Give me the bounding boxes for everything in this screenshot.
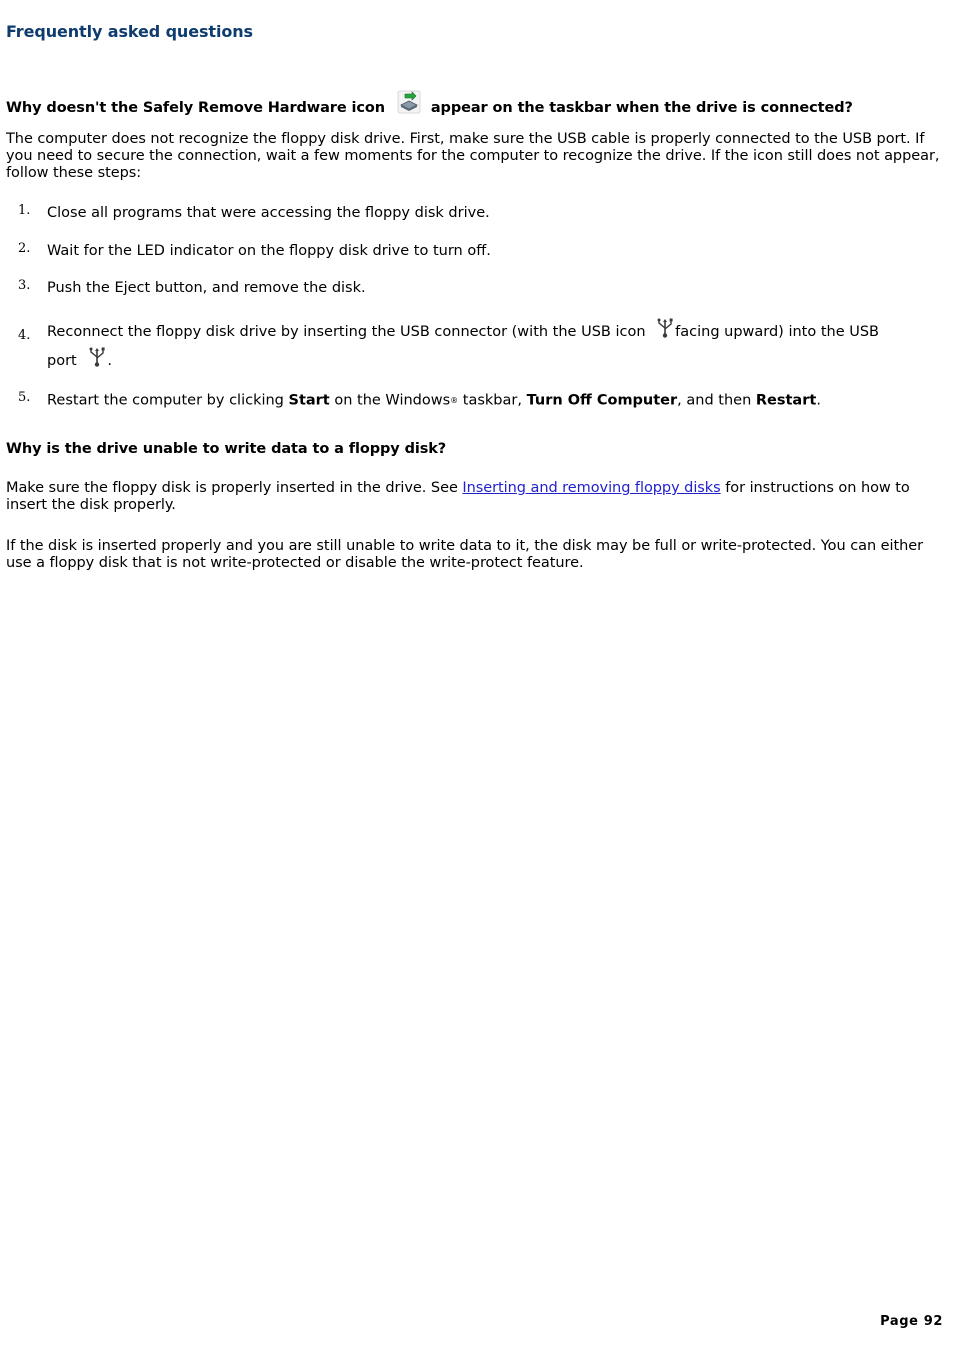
step-number: 3. [18,278,31,293]
turn-off-computer-label: Turn Off Computer [526,392,678,409]
step-text: Wait for the LED indicator on the floppy disk drive to turn off. [47,243,491,259]
answer-text-part2: for instructions on how to insert the disk properly. [6,480,910,513]
step-number: 5. [18,390,31,405]
step-text-part5: . [816,392,821,409]
step-text-part1: Restart the computer by clicking [47,392,284,409]
step-text: Close all programs that were accessing the floppy disk drive. [47,205,490,221]
usb-port-icon [87,346,107,368]
page-title: Frequently asked questions [6,22,253,41]
answer-paragraph-3: If the disk is inserted properly and you are still unable to write data to it, the disk may be full or write-protected. You can either use a floppy disk that is not write-protected or disable the write-protect feature. [6,538,924,571]
question-unable-to-write: Why is the drive unable to write data to a floppy disk? [6,441,447,457]
question-safely-remove [6,92,853,116]
step-number: 4. [18,328,31,343]
start-label: Start [288,392,330,409]
list-item [0,318,940,378]
step-text-part3: taskbar, [462,392,522,409]
inserting-removing-floppy-link[interactable]: Inserting and removing floppy disks [462,480,721,496]
step-text-part1: Reconnect the floppy disk drive by inserting the USB connector (with the USB icon [47,324,646,340]
step-text-part4: . [107,353,112,369]
step-text: Push the Eject button, and remove the disk. [47,280,366,296]
question-text-part1: Why doesn't the Safely Remove Hardware icon [6,100,385,116]
answer-text-part1: Make sure the floppy disk is properly inserted in the drive. See [6,480,458,496]
page-number: Page 92 [880,1314,943,1329]
registered-mark: ® [450,396,459,405]
step-number: 1. [18,203,31,218]
safely-remove-hardware-icon [397,90,421,114]
question-text-part2: appear on the taskbar when the drive is connected? [430,100,853,116]
answer-paragraph-2 [6,480,941,514]
restart-label: Restart [755,392,817,409]
step-text-part4: , and then [677,392,752,409]
answer-paragraph-1: The computer does not recognize the floppy disk drive. First, make sure the USB cable is properly connected to the USB port. If you need to secure the connection, wait a few moments for the computer to recognize the drive. If the icon still does not appear, follow these steps: [6,131,940,181]
step-text-part2: facing upward) into the USB [675,324,880,340]
step-text-part2: on the Windows [334,392,451,409]
step-text-part3: port [47,353,77,369]
step-number: 2. [18,241,31,256]
usb-icon [655,317,675,339]
